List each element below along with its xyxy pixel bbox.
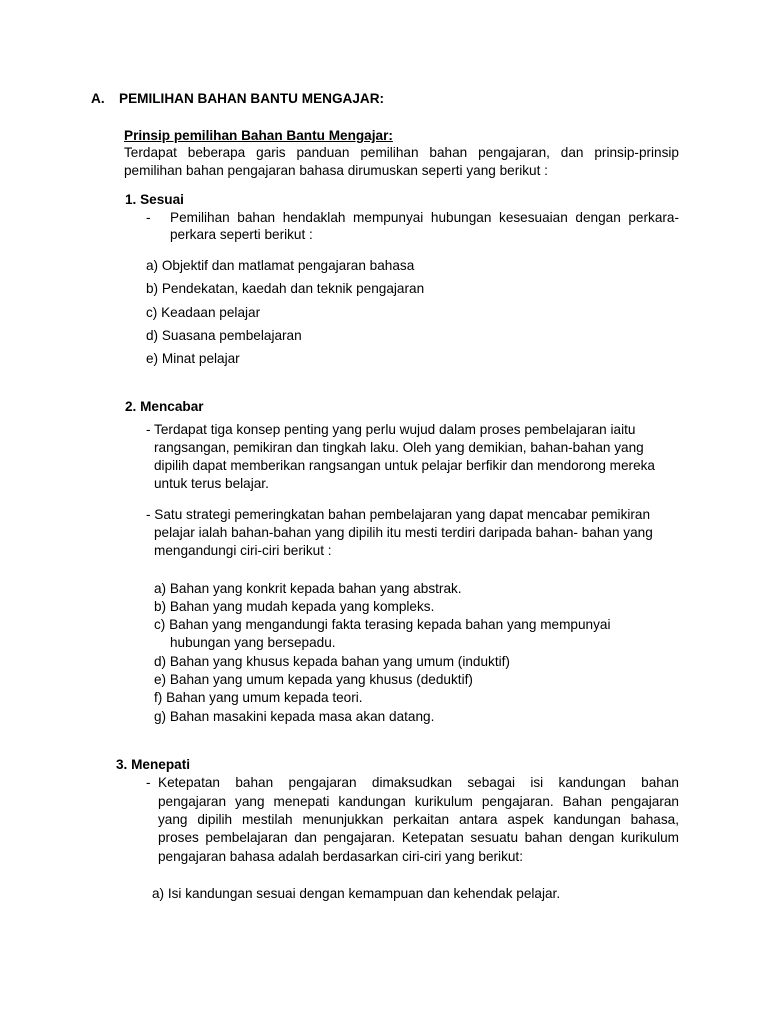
principles-intro-line-1: Terdapat beberapa garis panduan pemilihan bahan pengajaran, dan prinsip-prinsip [124, 145, 679, 160]
principles-intro-line-2: pemilihan bahan pengajaran bahasa dirumuskan seperti yang berikut : [124, 163, 548, 178]
menepati-line-4: proses pembelajaran dan pengajaran. Ketepatan sesuatu bahan dengan kurikulum [158, 830, 679, 845]
menepati-item-a: a) Isi kandungan sesuai dengan kemampuan dan kehendak pelajar. [152, 886, 561, 901]
menepati-line-5: pengajaran bahasa adalah berdasarkan ciri-ciri yang berikut: [158, 849, 523, 864]
menepati-line-1: Ketepatan bahan pengajaran dimaksudkan sebagai isi kandungan bahan [158, 775, 679, 790]
mencabar-item-b: b) Bahan yang mudah kepada yang kompleks. [154, 599, 435, 614]
mencabar-heading: 2. Mencabar [125, 399, 204, 414]
sesuai-heading: 1. Sesuai [125, 192, 184, 207]
mencabar-para2-line-3: mengandungi ciri-ciri berikut : [154, 543, 332, 558]
sesuai-dash: - [146, 210, 151, 225]
principles-heading: Prinsip pemilihan Bahan Bantu Mengajar: [124, 128, 393, 143]
mencabar-item-c: c) Bahan yang mengandungi fakta terasing kepada bahan yang mempunyai [154, 617, 611, 632]
mencabar-para1-line-1: - Terdapat tiga konsep penting yang perlu wujud dalam proses pembelajaran iaitu [146, 422, 636, 437]
sesuai-item-b: b) Pendekatan, kaedah dan teknik pengajaran [146, 281, 425, 296]
sesuai-item-e: e) Minat pelajar [146, 351, 240, 366]
sesuai-item-c: c) Keadaan pelajar [146, 305, 261, 320]
section-letter: A. [91, 91, 105, 106]
sesuai-desc-line-1: Pemilihan bahan hendaklah mempunyai hubungan kesesuaian dengan perkara- [170, 210, 679, 225]
sesuai-desc-line-2: perkara seperti berikut : [170, 227, 313, 242]
mencabar-item-c-cont: hubungan yang bersepadu. [170, 635, 336, 650]
section-title: PEMILIHAN BAHAN BANTU MENGAJAR: [119, 91, 385, 106]
mencabar-para2-line-1: - Satu strategi pemeringkatan bahan pembelajaran yang dapat mencabar pemikiran [146, 507, 651, 522]
menepati-dash: - [146, 775, 151, 790]
mencabar-item-a: a) Bahan yang konkrit kepada bahan yang abstrak. [154, 581, 462, 596]
sesuai-item-d: d) Suasana pembelajaran [146, 328, 302, 343]
sesuai-item-a: a) Objektif dan matlamat pengajaran bahasa [146, 258, 415, 273]
mencabar-item-e: e) Bahan yang umum kepada yang khusus (deduktif) [154, 672, 473, 687]
menepati-heading: 3. Menepati [116, 757, 191, 772]
mencabar-para1-line-4: untuk terus belajar. [154, 476, 269, 491]
menepati-line-3: yang dipilih mestilah menunjukkan perkaitan antara aspek kandungan bahasa, [158, 812, 679, 827]
mencabar-para1-line-2: rangsangan, pemikiran dan tingkah laku. Oleh yang demikian, bahan-bahan yang [154, 440, 644, 455]
mencabar-para2-line-2: pelajar ialah bahan-bahan yang dipilih itu mesti terdiri daripada bahan- bahan yang [154, 525, 653, 540]
mencabar-item-g: g) Bahan masakini kepada masa akan datang. [154, 709, 435, 724]
mencabar-item-d: d) Bahan yang khusus kepada bahan yang umum (induktif) [154, 654, 510, 669]
menepati-line-2: pengajaran yang menepati kandungan kurikulum pengajaran. Bahan pengajaran [158, 794, 679, 809]
mencabar-item-f: f) Bahan yang umum kepada teori. [154, 690, 363, 705]
mencabar-para1-line-3: dipilih dapat memberikan rangsangan untuk pelajar berfikir dan mendorong mereka [154, 458, 655, 473]
